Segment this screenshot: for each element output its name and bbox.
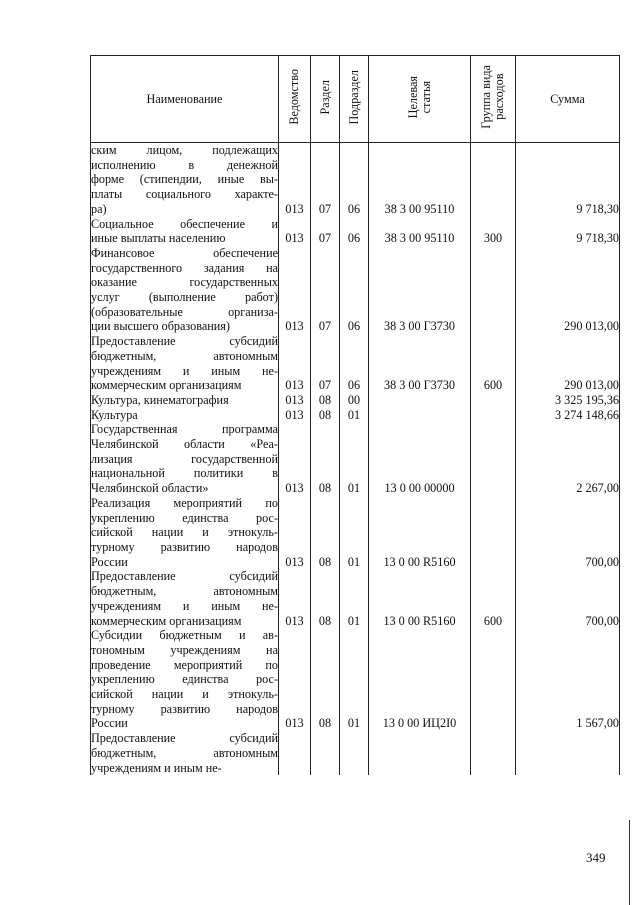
table-row: [91, 217, 620, 246]
table-row: [91, 422, 620, 496]
row-name-line: Предоставление субсидий: [91, 334, 278, 349]
row-name-line: укреплению единства рос-: [91, 672, 278, 687]
row-name-line: услуг (выполнение работ): [91, 290, 278, 305]
row-group: 300: [471, 217, 516, 246]
row-section: 08: [311, 408, 340, 423]
row-target: 38 3 00 95110: [369, 143, 471, 217]
table-row: [91, 569, 620, 628]
row-section: 07: [311, 217, 340, 246]
row-target: 38 3 00 95110: [369, 217, 471, 246]
row-name-line: турному развитию народов: [91, 539, 278, 554]
table-header: [91, 56, 620, 143]
row-name-line: Культура, кинематография: [91, 392, 229, 407]
row-target: 13 0 00 R5160: [369, 496, 471, 570]
header-subsection: Подраздел: [340, 56, 369, 143]
row-group: [471, 143, 516, 217]
row-name-line: проведение мероприятий по: [91, 657, 278, 672]
table-row: [91, 628, 620, 731]
row-section: 08: [311, 628, 340, 731]
row-name-line: коммерческим организациям: [91, 378, 242, 393]
row-group: [471, 393, 516, 408]
row-name-line: форме (стипендии, иные вы-: [91, 172, 278, 187]
row-subsection: 06: [340, 246, 369, 334]
row-name-line: укреплению единства рос-: [91, 510, 278, 525]
row-name-line: сийской нации и этнокуль-: [91, 525, 278, 540]
row-sum: 9 718,30: [516, 143, 620, 217]
row-name-line: ра): [91, 201, 107, 216]
row-name-line: турному развитию народов: [91, 701, 278, 716]
row-sum: 9 718,30: [516, 217, 620, 246]
row-subsection: 01: [340, 422, 369, 496]
row-name-line: ским лицом, подлежащих: [91, 143, 278, 157]
row-group: [471, 628, 516, 731]
table-row: [91, 334, 620, 393]
row-name: [91, 217, 279, 246]
table-row: [91, 393, 620, 408]
budget-table: [90, 55, 620, 775]
row-subsection: 01: [340, 408, 369, 423]
row-name-line: Государственная программа: [91, 422, 278, 437]
row-name: [91, 246, 279, 334]
header-group: Группа вида расходов: [471, 56, 516, 143]
row-name: [91, 628, 279, 731]
row-name-line: оказание государственных: [91, 275, 278, 290]
row-name-line: Культура: [91, 407, 138, 422]
header-name: Наименование: [91, 56, 279, 143]
header-target: Целевая статья: [369, 56, 471, 143]
row-name-line: России: [91, 554, 128, 569]
row-name-line: тономным учреждениям на: [91, 642, 278, 657]
row-dept: 013: [279, 422, 311, 496]
row-subsection: 01: [340, 569, 369, 628]
row-dept: 013: [279, 496, 311, 570]
row-subsection: [340, 731, 369, 775]
row-section: [311, 731, 340, 775]
row-name-line: лизация государственной: [91, 451, 278, 466]
row-subsection: 00: [340, 393, 369, 408]
row-name: [91, 334, 279, 393]
row-sum: 1 567,00: [516, 628, 620, 731]
row-sum: 290 013,00: [516, 334, 620, 393]
row-dept: 013: [279, 393, 311, 408]
row-dept: 013: [279, 246, 311, 334]
row-subsection: 06: [340, 143, 369, 217]
row-name-line: исполнению в денежной: [91, 157, 278, 172]
row-target: [369, 408, 471, 423]
row-name-line: иные выплаты населению: [91, 231, 226, 246]
page-edge-line: [629, 820, 630, 905]
row-name-line: сийской нации и этнокуль-: [91, 687, 278, 702]
row-dept: [279, 731, 311, 775]
row-dept: 013: [279, 408, 311, 423]
row-sum: [516, 731, 620, 775]
row-name-line: коммерческим организациям: [91, 613, 242, 628]
row-dept: 013: [279, 334, 311, 393]
page-number: 349: [586, 850, 606, 865]
row-sum: 700,00: [516, 569, 620, 628]
row-name-line: Предоставление субсидий: [91, 569, 278, 584]
row-name-line: ции высшего образования): [91, 319, 230, 334]
row-group: 600: [471, 334, 516, 393]
header-dept: Ведомство: [279, 56, 311, 143]
row-name-line: России: [91, 716, 128, 731]
row-sum: 290 013,00: [516, 246, 620, 334]
row-name-line: бюджетным, автономным: [91, 745, 278, 760]
row-sum: 3 325 195,36: [516, 393, 620, 408]
row-dept: 013: [279, 143, 311, 217]
row-subsection: 01: [340, 628, 369, 731]
row-name: [91, 393, 279, 408]
row-dept: 013: [279, 569, 311, 628]
row-dept: 013: [279, 217, 311, 246]
row-name: [91, 496, 279, 570]
row-subsection: 06: [340, 217, 369, 246]
table-row: [91, 408, 620, 423]
row-subsection: 06: [340, 334, 369, 393]
row-name-line: Челябинской области»: [91, 481, 209, 496]
row-name-line: Финансовое обеспечение: [91, 245, 278, 260]
row-name-line: бюджетным, автономным: [91, 584, 278, 599]
row-target: [369, 731, 471, 775]
row-sum: 700,00: [516, 496, 620, 570]
row-group: [471, 246, 516, 334]
row-group: [471, 422, 516, 496]
row-name-line: Социальное обеспечение и: [91, 216, 278, 231]
row-name-line: Субсидии бюджетным и ав-: [91, 628, 278, 643]
row-name-line: Челябинской области «Реа-: [91, 437, 278, 452]
row-target: 38 3 00 Г3730: [369, 246, 471, 334]
table-row: [91, 496, 620, 570]
row-name: [91, 731, 279, 775]
row-name: [91, 143, 279, 217]
row-name-line: Предоставление субсидий: [91, 731, 278, 746]
row-name-line: (образовательные организа-: [91, 304, 278, 319]
row-dept: 013: [279, 628, 311, 731]
row-sum: 2 267,00: [516, 422, 620, 496]
row-group: 600: [471, 569, 516, 628]
row-section: 08: [311, 496, 340, 570]
row-group: [471, 408, 516, 423]
row-name-line: государственного задания на: [91, 260, 278, 275]
row-target: 13 0 00 ИЦ2I0: [369, 628, 471, 731]
row-subsection: 01: [340, 496, 369, 570]
row-name-line: учреждениям и иным не-: [91, 363, 278, 378]
row-section: 08: [311, 393, 340, 408]
row-name-line: Реализация мероприятий по: [91, 495, 278, 510]
table-body: [91, 143, 620, 776]
table-row: [91, 731, 620, 775]
row-name-line: платы социального характе-: [91, 187, 278, 202]
row-name: [91, 569, 279, 628]
row-section: 07: [311, 143, 340, 217]
header-section: Раздел: [311, 56, 340, 143]
row-target: 13 0 00 R5160: [369, 569, 471, 628]
row-target: 13 0 00 00000: [369, 422, 471, 496]
row-sum: 3 274 148,66: [516, 408, 620, 423]
row-name-line: национальной политики в: [91, 466, 278, 481]
row-name-line: учреждениям и иным не-: [91, 598, 278, 613]
row-target: [369, 393, 471, 408]
row-target: 38 3 00 Г3730: [369, 334, 471, 393]
row-group: [471, 731, 516, 775]
table-row: [91, 143, 620, 217]
row-group: [471, 496, 516, 570]
row-name: [91, 422, 279, 496]
table-row: [91, 246, 620, 334]
row-name-line: бюджетным, автономным: [91, 348, 278, 363]
row-name: [91, 408, 279, 423]
header-sum: Сумма: [516, 56, 620, 143]
row-section: 07: [311, 246, 340, 334]
row-name-line: учреждениям и иным не-: [91, 760, 222, 775]
row-section: 07: [311, 334, 340, 393]
row-section: 08: [311, 569, 340, 628]
row-section: 08: [311, 422, 340, 496]
